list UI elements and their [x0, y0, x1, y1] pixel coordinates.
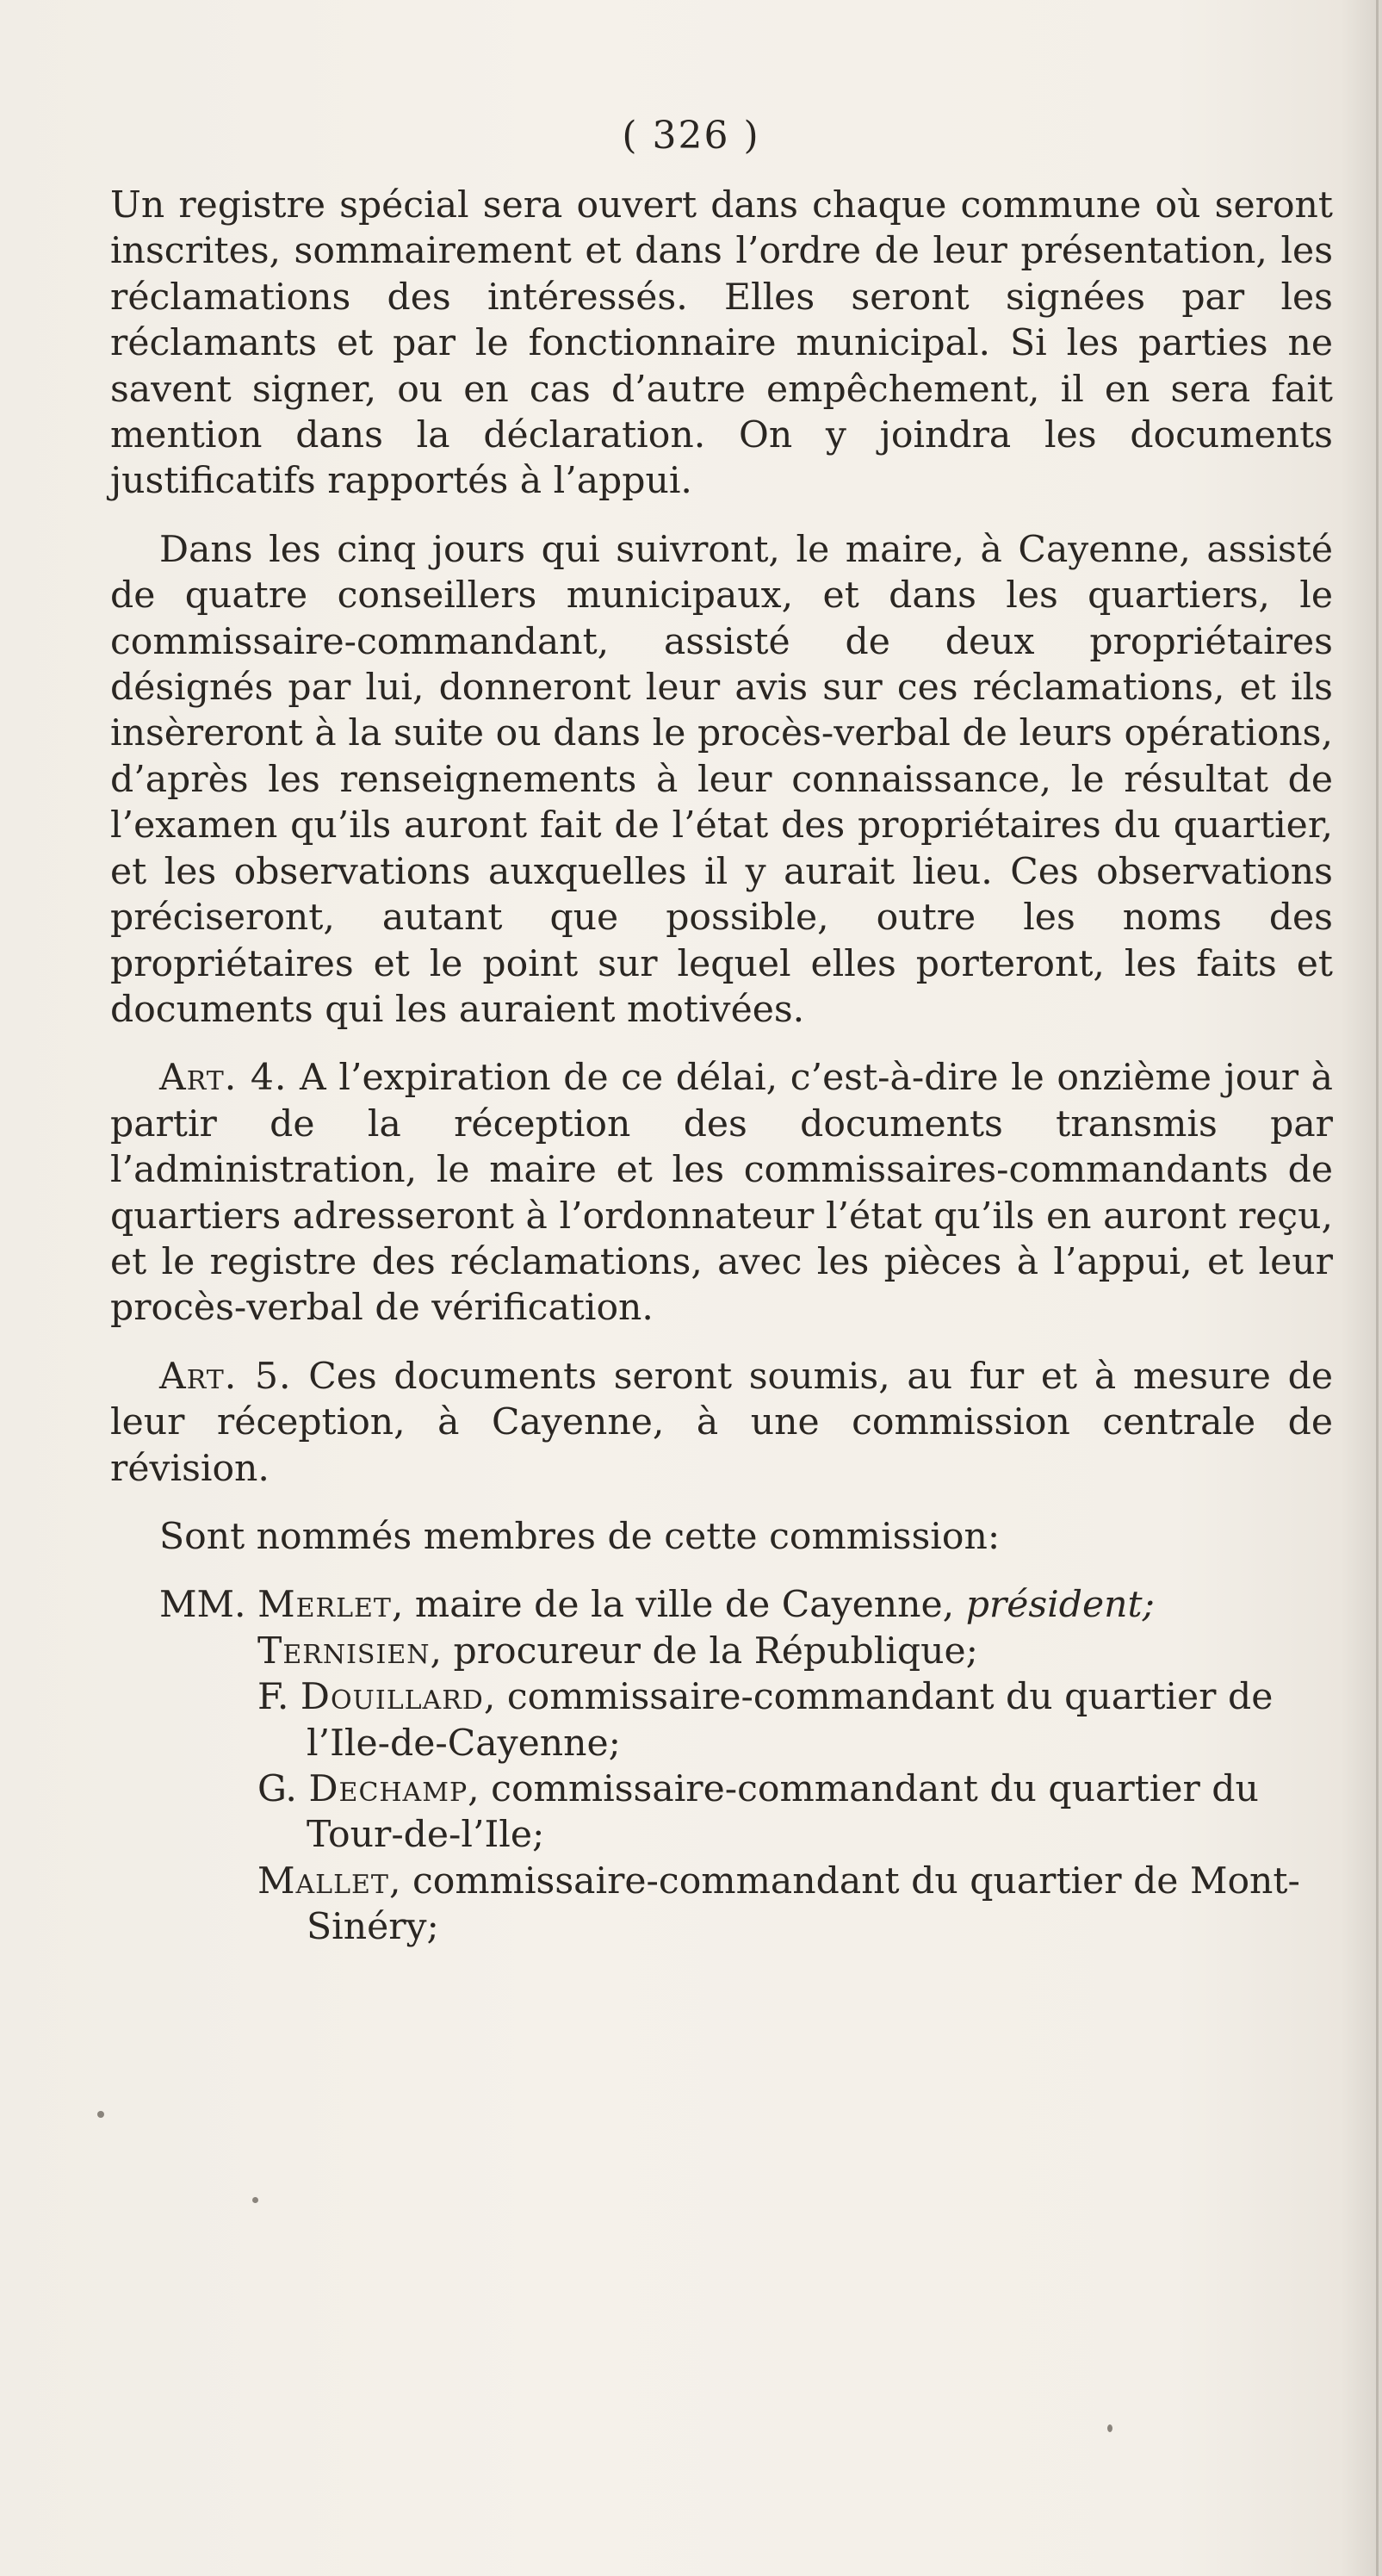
member-role: , procureur de la République;: [430, 1629, 978, 1673]
member-entry: [110, 1582, 1333, 1628]
document-body: [110, 183, 1333, 1951]
member-name: Ternisien: [257, 1629, 431, 1673]
member-prefix: F.: [257, 1676, 301, 1719]
ink-speck: [1107, 2424, 1112, 2432]
page-edge: [1376, 0, 1379, 2576]
paragraph-registre: Un registre spécial sera ouvert dans chaque commune où seront inscrites, sommairement et dans l’ordre de leur présentation, les réclamations des intéressés. Elles seront signées par les réclamants et par le fonctionnaire municipal. Si les parties ne savent signer, ou en cas d’autre empêchement, il en sera fait mention dans la déclaration. On y joindra les documents justificatifs rapportés à l’appui.: [110, 184, 1333, 503]
member-name: Douillard: [300, 1676, 484, 1719]
ink-speck: [97, 2111, 104, 2118]
member-entry: [110, 1766, 1333, 1859]
member-prefix: MM.: [159, 1584, 258, 1627]
article-4-label: Art. 4.: [159, 1057, 288, 1100]
article-4-text: A l’expiration de ce délai, c’est-à-dire le onzième jour à partir de la réception des documents transmis par l’administration, le maire et les commissaires-commandants de quartiers adresseront à l’ordonnateur l’état qu’ils en auront reçu, et le registre des réclamations, avec les pièces à l’appui, et leur procès-verbal de vérification.: [110, 1057, 1333, 1330]
members-intro: Sont nommés membres de cette commission:: [159, 1515, 1001, 1558]
member-role: , maire de la ville de Cayenne,: [391, 1584, 966, 1627]
member-prefix: G.: [257, 1768, 309, 1810]
ink-speck: [252, 2197, 258, 2203]
article-5: [110, 1354, 1333, 1492]
member-name: Merlet: [257, 1584, 392, 1627]
article-4: [110, 1055, 1333, 1331]
member-entry: [110, 1629, 1333, 1674]
member-role: , commissaire-commandant du quartier du Tour-de-l’Ile;: [307, 1768, 1259, 1857]
members-list: [110, 1582, 1333, 1950]
member-role: , commissaire-commandant du quartier de l’Ile-de-Cayenne;: [307, 1676, 1274, 1765]
member-entry: [110, 1674, 1333, 1766]
article-5-label: Art. 5.: [159, 1355, 292, 1398]
page-number: ( 326 ): [622, 114, 760, 158]
member-title: président;: [965, 1584, 1155, 1627]
paragraph-cinq-jours: Dans les cinq jours qui suivront, le maire, à Cayenne, assisté de quatre conseillers municipaux, et dans les quartiers, le commissaire-commandant, assisté de deux propriétaires désignés par lui, donneront leur avis sur ces réclamations, et ils insèreront à la suite ou dans le procès-verbal de leurs opérations, d’après les renseignements à leur connaissance, le résultat de l’examen qu’ils auront fait de l’état des propriétaires du quartier, et les observations auxquelles il y aurait lieu. Ces observations préciseront, autant que possible, outre les noms des propriétaires et le point sur lequel elles porteront, les faits et documents qui les auraient motivées.: [110, 528, 1333, 1031]
member-name: Dechamp: [308, 1768, 468, 1810]
member-name: Mallet: [257, 1859, 389, 1903]
member-role: , commissaire-commandant du quartier de Mont-Sinéry;: [307, 1859, 1300, 1949]
article-5-text: Ces documents seront soumis, au fur et à mesure de leur réception, à Cayenne, à une commission centrale de révision.: [110, 1355, 1333, 1490]
member-entry: [110, 1859, 1333, 1951]
